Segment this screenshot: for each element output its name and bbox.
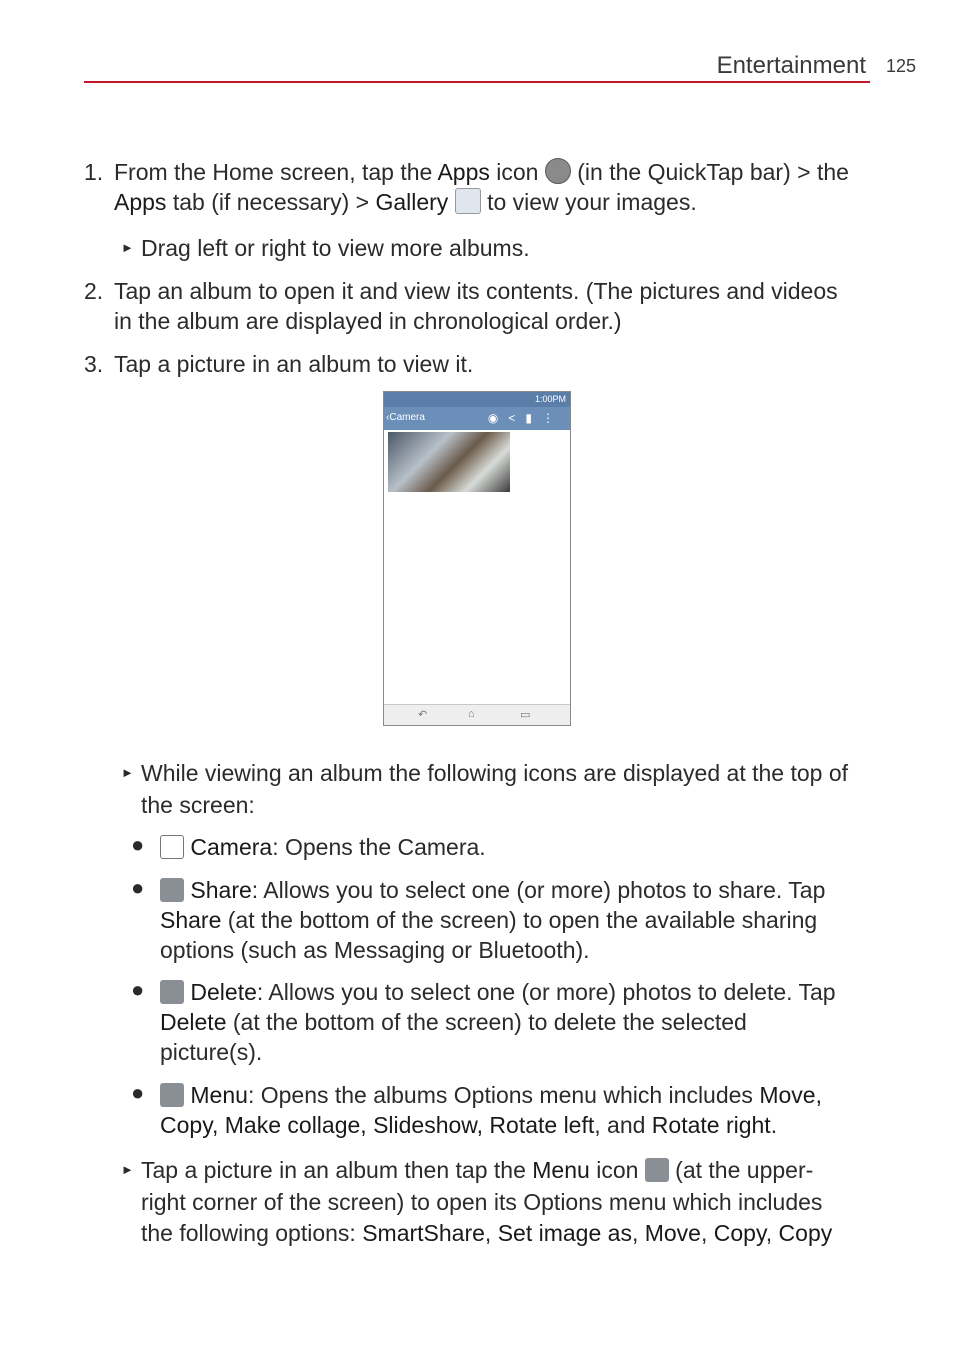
tip-3-arrow-icon: ► [121,1162,134,1177]
camera-icon [160,835,184,859]
tip-2-line-1: While viewing an album the following icons are displayed at the top of [141,760,849,786]
tip-3-menu-label: Menu [532,1157,590,1183]
share-desc-3: options (such as Messaging or Bluetooth). [160,937,590,963]
step-1-text-a: From the Home screen, tap the [114,159,438,185]
phone-screenshot [383,391,571,726]
step-1-text-b: icon [489,159,545,185]
step-3-number: 3. [84,351,104,377]
apps-tab-label: Apps [114,189,167,215]
album-thumbnail [388,432,510,492]
phone-status-time: 1:00PM [534,394,566,404]
step-3: Tap a picture in an album to view it. [114,351,474,377]
step-1-text-c: (in the QuickTap bar) > the [570,159,849,185]
option-sep: , [700,1220,714,1246]
header-rule [84,81,870,83]
bullet-delete [160,977,836,1067]
phone-back-icon: ↶ [418,709,428,721]
menu-icon [160,1083,184,1107]
phone-back-label: Camera [389,412,425,423]
tip-3-text-d: the following options: [141,1220,363,1246]
phone-back-camera: ‹Camera [386,412,425,423]
phone-recent-icon: ▭ [520,709,531,721]
menu-desc-1: : Opens the albums Options menu which includes [247,1082,760,1108]
menu-move: Move, [759,1082,822,1108]
camera-label: Camera [190,834,273,860]
step-1-text-d: tab (if necessary) > [166,189,376,215]
bullet-camera [160,832,486,862]
bullet-dot: ● [131,977,145,1002]
share-label: Share [190,877,252,903]
option-2: Set image as [497,1220,632,1246]
step-2 [114,276,838,336]
bullet-share [160,875,825,965]
phone-share-icon: < [508,411,526,425]
option-sep: , [484,1220,498,1246]
share-desc-1: : Allows you to select one (or more) photos to share. Tap [251,877,826,903]
menu-rotate-right: Rotate right [651,1112,771,1138]
step-1 [114,157,874,217]
tip-2-arrow-icon: ► [121,765,134,780]
phone-menu-icon: ⋮ [542,411,564,425]
bullet-dot: ● [131,1080,145,1105]
delete-desc-3: picture(s). [160,1039,263,1065]
phone-status-bar [384,392,570,407]
bullet-menu [160,1080,822,1140]
tip-2 [141,757,848,821]
phone-nav-bar [384,704,570,725]
menu-icon [645,1158,669,1182]
tip-1-arrow-icon: ► [121,240,134,255]
menu-label: Menu [190,1082,248,1108]
apps-icon [545,158,571,184]
delete-label: Delete [190,979,257,1005]
tip-3-line-2: right corner of the screen) to open its Options menu which includes [141,1188,823,1215]
phone-camera-icon: ◉ [487,411,509,425]
option-1: SmartShare [362,1220,485,1246]
tip-3-text-c: (at the upper- [668,1157,814,1183]
option-sep: , [765,1220,779,1246]
delete-desc-2: (at the bottom of the screen) to delete the selected [226,1009,747,1035]
header-section-title: Entertainment [716,52,866,79]
apps-label: Apps [437,159,490,185]
option-3: Move [644,1220,701,1246]
gallery-icon [455,188,481,214]
phone-action-icons [488,411,564,425]
camera-desc: : Opens the Camera. [272,834,486,860]
step-2-line-2: in the album are displayed in chronological order.) [114,308,622,334]
tip-2-line-2: the screen: [141,792,255,818]
step-2-number: 2. [84,278,104,304]
share-label-2: Share [160,907,222,933]
delete-label-2: Delete [160,1009,227,1035]
page-number: 125 [886,56,917,76]
step-2-line-1: Tap an album to open it and view its contents. (The pictures and videos [114,278,838,304]
menu-end: . [770,1112,778,1138]
tip-3-text-b: icon [589,1157,645,1183]
delete-desc-1: : Allows you to select one (or more) photos to delete. Tap [256,979,836,1005]
tip-1: Drag left or right to view more albums. [141,235,530,261]
phone-trash-icon: ▮ [525,411,542,425]
gallery-label: Gallery [375,189,449,215]
tip-3 [141,1155,832,1250]
bullet-dot: ● [131,832,145,857]
step-1-text-e: to view your images. [480,189,697,215]
option-5: Copy [778,1220,833,1246]
tip-3-text-a: Tap a picture in an album then tap the [141,1157,533,1183]
menu-options: Copy, Make collage, Slideshow, Rotate left [160,1112,595,1138]
step-1-number: 1. [84,159,104,185]
menu-and: , and [594,1112,652,1138]
share-icon [160,878,184,902]
bullet-dot: ● [131,875,145,900]
phone-home-icon: ⌂ [468,708,475,720]
phone-action-bar [384,407,570,430]
share-desc-2: (at the bottom of the screen) to open the available sharing [221,907,818,933]
trash-icon [160,980,184,1004]
option-sep: , [631,1220,645,1246]
option-4: Copy [713,1220,766,1246]
